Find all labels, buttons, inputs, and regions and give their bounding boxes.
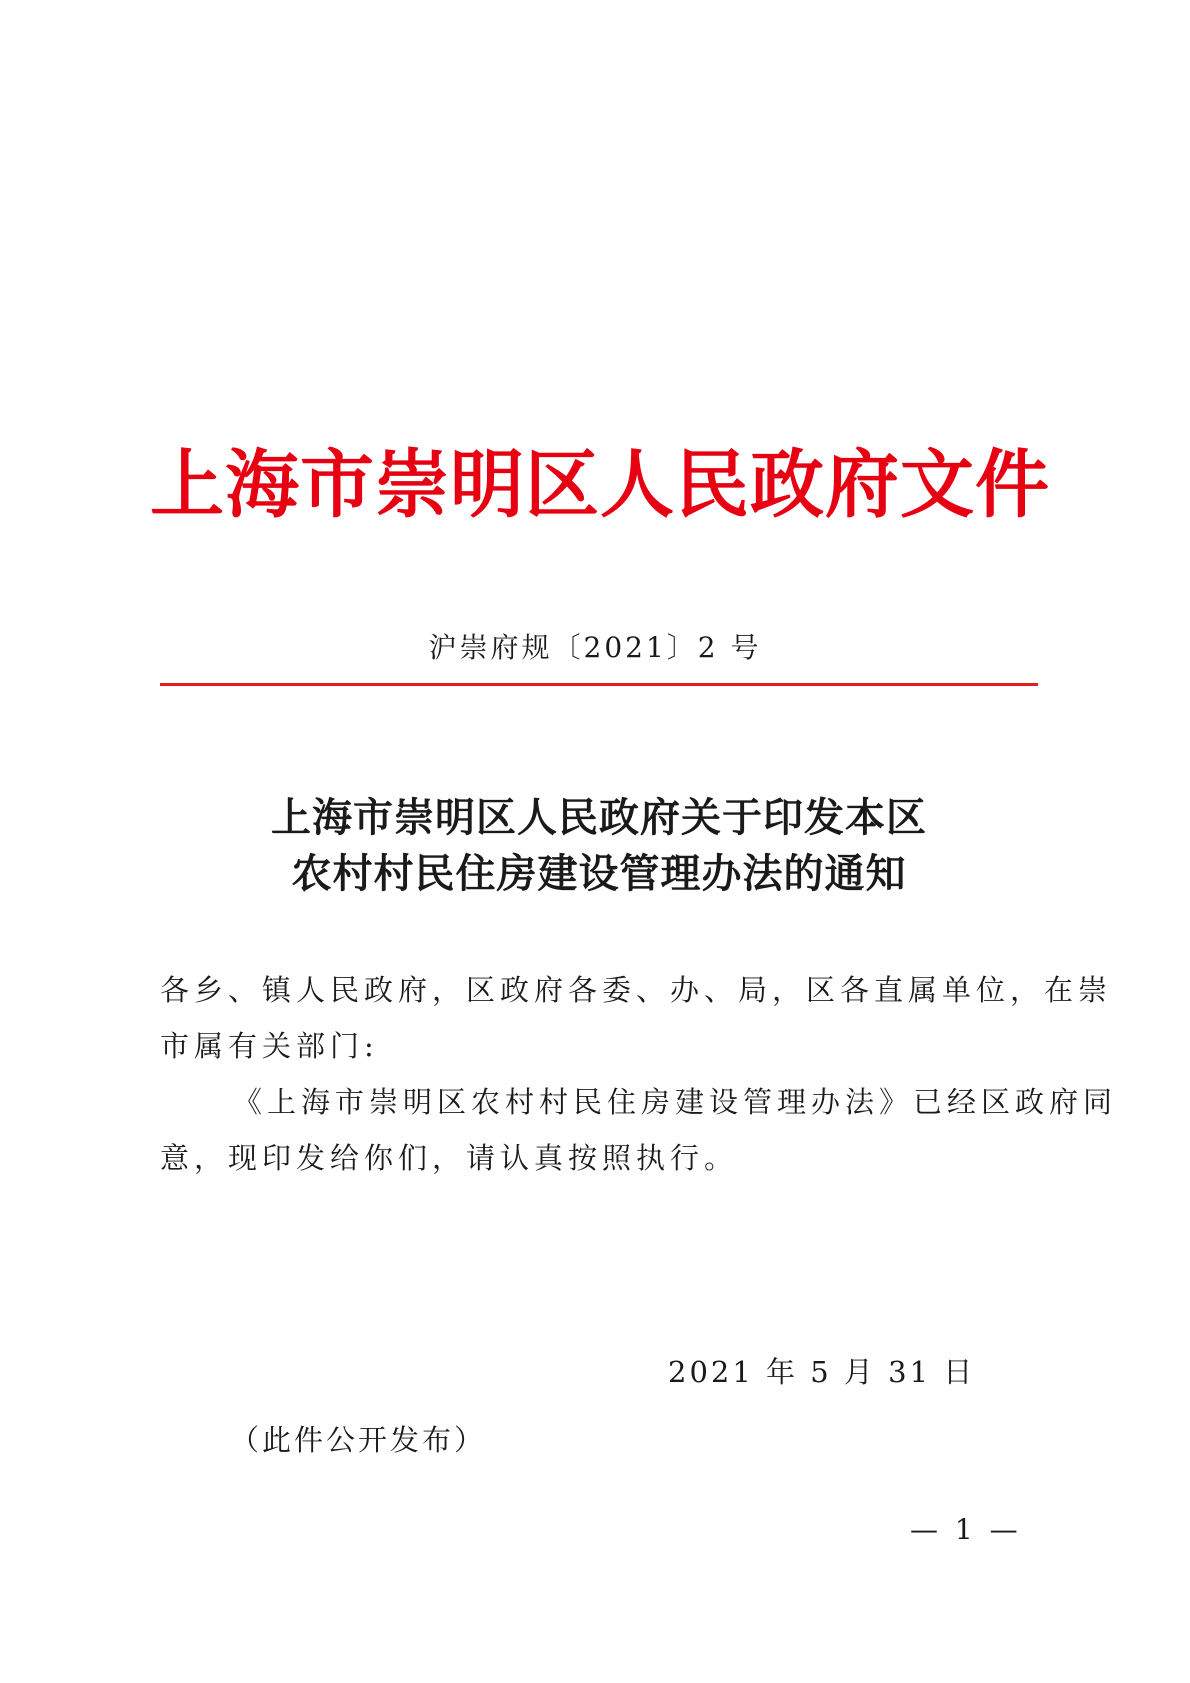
recipients-line-1: 各乡、镇人民政府，区政府各委、办、局，区各直属单位，在崇 [160, 973, 1113, 1007]
red-divider-rule [160, 683, 1038, 686]
title-line-2: 农村村民住房建设管理办法的通知 [291, 850, 907, 897]
document-title [160, 790, 1038, 902]
page-number: — 1 — [910, 1513, 1022, 1546]
paragraph-line-1: 《上海市崇明区农村村民住房建设管理办法》已经区政府同 [233, 1085, 1118, 1119]
title-line-1: 上海市崇明区人民政府关于印发本区 [271, 794, 927, 841]
document-body [160, 962, 1118, 1186]
paragraph-line-2: 意，现印发给你们，请认真按照执行。 [160, 1141, 739, 1175]
masthead-title: 上海市崇明区人民政府文件 [150, 442, 1050, 528]
issue-date: 2021 年 5 月 31 日 [668, 1355, 976, 1389]
recipients-line-2: 市属有关部门: [160, 1029, 379, 1063]
document-number: 沪崇府规〔2021〕2 号 [428, 631, 762, 664]
public-release-note: （此件公开发布） [230, 1423, 487, 1457]
